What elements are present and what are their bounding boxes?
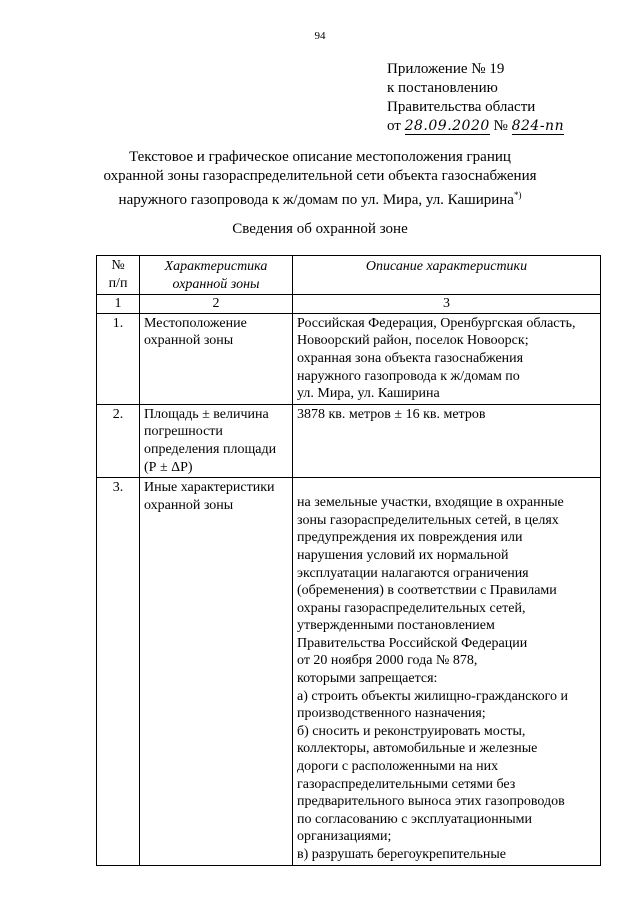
appendix-block [387,60,564,136]
title-line-2: охранной зоны газораспределительной сети объекта газоснабжения [103,168,537,184]
table-header-row [97,256,601,295]
header-characteristic-l2: охранной зоны [172,276,260,292]
number-prefix: № [493,118,508,134]
row-description-line: предупреждения их повреждения или [297,530,523,546]
row-description-line: дороги с расположенными на них [297,759,499,775]
numbering-cell-2: 2 [140,295,293,314]
appendix-date-line [387,117,564,136]
row-characteristic-line: Площадь ± величина [144,406,269,422]
table-row [97,404,601,477]
document-title [90,148,550,210]
row-characteristic [140,404,293,477]
row-description [293,404,601,477]
row-characteristic-line: Местоположение [144,315,247,331]
row-description-line: которыми запрещается: [297,671,438,687]
row-number: 2. [97,404,140,477]
row-description-line: 3878 кв. метров ± 16 кв. метров [297,406,486,422]
row-description-line: ул. Мира, ул. Каширина [297,386,440,402]
row-description-line: Новоорский район, поселок Новоорск; [297,333,529,349]
row-description-line: Российская Федерация, Оренбургская область, [297,315,576,331]
row-description-line: б) сносить и реконструировать мосты, [297,723,526,739]
row-characteristic-line: охранной зоны [144,333,234,349]
page-number: 94 [314,30,326,42]
row-description-line: зоны газораспределительных сетей, в целях [297,512,559,528]
row-description-line: газораспределительными сетями без [297,776,516,792]
date-prefix: от [387,118,401,134]
title-line-3: наружного газопровода к ж/домам по ул. Мира, ул. Каширина [118,192,514,208]
row-number: 1. [97,313,140,404]
section-subtitle: Сведения об охранной зоне [232,221,408,237]
row-characteristic-line: погрешности [144,424,223,440]
header-description-cell: Описание характеристики [293,256,601,295]
header-number-l2: п/п [108,275,128,291]
title-footnote-mark: *) [513,190,522,200]
row-description-line: Правительства Российской Федерации [297,635,528,651]
appendix-line-3: Правительства области [387,99,536,115]
appendix-line-1: Приложение № 19 [387,61,505,77]
row-description-line: производственного назначения; [297,706,486,722]
row-description-line: по согласованию с эксплуатационными [297,811,532,827]
handwritten-date: 28.09.2020 [404,118,490,134]
title-line-3-wrap [90,186,550,210]
row-characteristic-line: Иные характеристики [144,480,275,496]
handwritten-number: 824-пп [511,118,565,134]
row-description-line: охраны газораспределительных сетей, [297,600,526,616]
row-description-line: предварительного выноса этих газопроводов [297,794,565,810]
row-characteristic-line: (Р ± ΔР) [144,459,193,475]
row-description [293,478,601,865]
row-description [293,313,601,404]
appendix-line-2: к постановлению [387,80,498,96]
row-description-line: наружного газопровода к ж/домам по [297,368,520,384]
row-description-line: организациями; [297,829,392,845]
row-characteristic-line: охранной зоны [144,497,234,513]
row-description-line: эксплуатации налагаются ограничения [297,565,529,581]
row-description-line: (обременения) в соответствии с Правилами [297,583,557,599]
protection-zone-table [96,255,601,866]
numbering-cell-1: 1 [97,295,140,314]
table-row [97,478,601,865]
row-description-line: утвержденными постановлением [297,618,495,634]
title-line-1: Текстовое и графическое описание местоположения границ [129,149,511,165]
header-characteristic-l1: Характеристика [164,259,268,274]
header-number-l1: № [111,258,125,273]
table-row [97,313,601,404]
row-description-line: охранная зона объекта газоснабжения [297,350,524,366]
row-description-line: на земельные участки, входящие в охранные [297,495,564,511]
row-description-line: коллекторы, автомобильные и железные [297,741,538,757]
row-description-line: а) строить объекты жилищно-гражданского и [297,688,568,704]
row-number: 3. [97,478,140,865]
row-description-line: от 20 ноября 2000 года № 878, [297,653,478,669]
row-characteristic [140,313,293,404]
row-characteristic-line: определения площади [144,441,277,457]
table-numbering-row [97,295,601,314]
row-description-line: в) разрушать берегоукрепительные [297,847,507,862]
row-description-line: нарушения условий их нормальной [297,547,509,563]
row-characteristic [140,478,293,865]
numbering-cell-3: 3 [293,295,601,314]
header-characteristic-cell [140,256,293,295]
header-number-cell [97,256,140,295]
